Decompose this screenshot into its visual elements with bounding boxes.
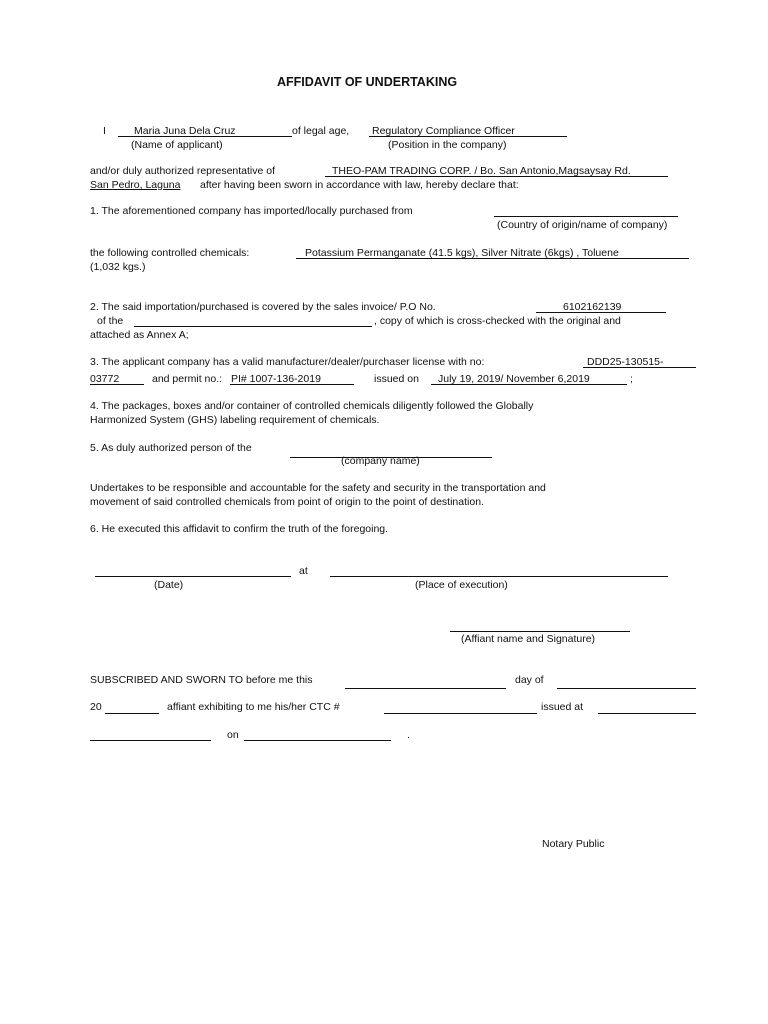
permit-label: and permit no.:	[152, 373, 223, 385]
at-label: at	[299, 565, 308, 577]
on-date-line	[244, 740, 391, 741]
name-caption: (Name of applicant)	[131, 139, 223, 151]
notary-public-label: Notary Public	[542, 838, 605, 850]
affiant-signature-line	[450, 631, 630, 632]
license-number-part1: DDD25-130515-	[587, 356, 664, 368]
issued-dates: July 19, 2019/ November 6,2019	[438, 373, 590, 385]
item6-text: 6. He executed this affidavit to confirm the truth of the foregoing.	[90, 523, 389, 535]
company-address-line2: San Pedro, Laguna	[90, 179, 181, 191]
of-the-text: of the	[97, 315, 124, 327]
po-number: 6102162139	[563, 301, 622, 313]
undertakes-line2: movement of said controlled chemicals from point of origin to the point of destination.	[90, 496, 484, 508]
date-caption: (Date)	[154, 579, 184, 591]
item4-line1: 4. The packages, boxes and/or container of controlled chemicals diligently followed the Globally	[90, 400, 534, 412]
origin-caption: (Country of origin/name of company)	[497, 219, 668, 231]
place-caption: (Place of execution)	[415, 579, 508, 591]
applicant-name: Maria Juna Dela Cruz	[134, 125, 236, 137]
company-name-caption: (company name)	[341, 455, 420, 467]
origin-line	[494, 216, 678, 217]
invoice-from-line	[134, 326, 372, 327]
item2-continued: , copy of which is cross-checked with the original and	[374, 315, 621, 327]
item4-line2: Harmonized System (GHS) labeling requirement of chemicals.	[90, 414, 380, 426]
issued-at-line	[598, 713, 696, 714]
undertakes-line1: Undertakes to be responsible and accountable for the safety and security in the transportation and	[90, 482, 546, 494]
permit-number: PI# 1007-136-2019	[231, 373, 321, 385]
company-address-line1: THEO-PAM TRADING CORP. / Bo. San Antonio,Magsaysay Rd.	[332, 165, 631, 177]
issued-on-label: issued on	[374, 373, 419, 385]
license-number-part2: 03772	[90, 373, 120, 385]
item2-text: 2. The said importation/purchased is covered by the sales invoice/ P.O No.	[90, 301, 436, 313]
sworn-declaration: after having been sworn in accordance with law, hereby declare that:	[200, 179, 519, 191]
on-label: on	[227, 729, 239, 741]
chemicals-lead: the following controlled chemicals:	[90, 247, 250, 259]
day-line	[345, 688, 506, 689]
jurat-period: .	[407, 729, 410, 741]
affiant-caption: (Affiant name and Signature)	[461, 633, 596, 645]
annex-text: attached as Annex A;	[90, 329, 189, 341]
place-line	[330, 576, 668, 577]
issued-place-line	[90, 740, 211, 741]
page-title: AFFIDAVIT OF UNDERTAKING	[277, 75, 458, 89]
chemicals-list-line1: Potassium Permanganate (41.5 kgs), Silver Nitrate (6kgs) , Toluene	[305, 247, 619, 259]
chemicals-list-line2: (1,032 kgs.)	[90, 261, 146, 273]
ctc-line	[384, 713, 537, 714]
legal-age-text: of legal age,	[292, 125, 350, 137]
applicant-prefix: I	[103, 125, 106, 137]
position-caption: (Position in the company)	[388, 139, 507, 151]
year-line	[105, 713, 159, 714]
month-line	[557, 688, 696, 689]
item3-text: 3. The applicant company has a valid manufacturer/dealer/purchaser license with no:	[90, 356, 485, 368]
day-of-label: day of	[515, 674, 544, 686]
item5-text: 5. As duly authorized person of the	[90, 442, 252, 454]
item3-semicolon: ;	[630, 373, 633, 385]
subscribed-text: SUBSCRIBED AND SWORN TO before me this	[90, 674, 313, 686]
exhibiting-text: affiant exhibiting to me his/her CTC #	[167, 701, 340, 713]
representative-lead: and/or duly authorized representative of	[90, 165, 276, 177]
date-line	[95, 576, 291, 577]
year-prefix: 20	[90, 701, 102, 713]
item1-text: 1. The aforementioned company has imported/locally purchased from	[90, 205, 413, 217]
issued-at-label: issued at	[541, 701, 584, 713]
applicant-position: Regulatory Compliance Officer	[372, 125, 515, 137]
